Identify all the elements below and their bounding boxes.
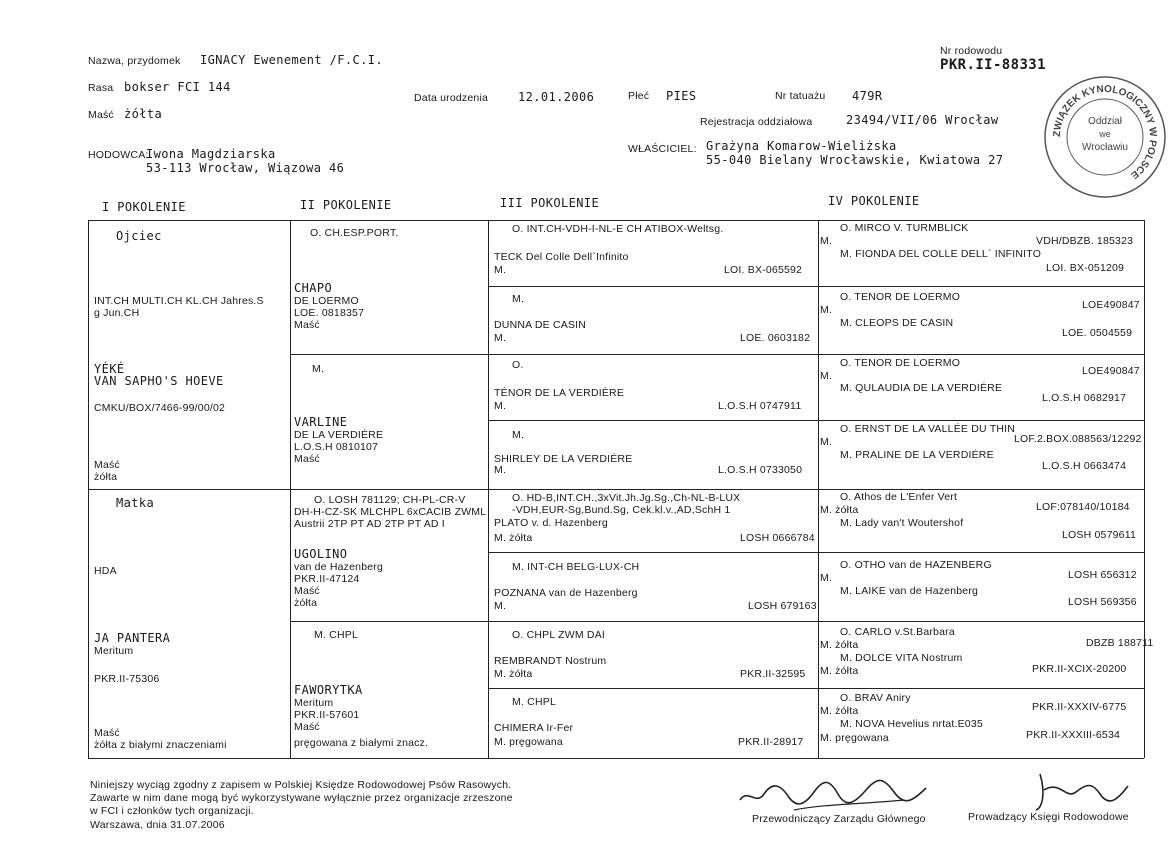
father-name-2: VAN SAPHO'S HOEVE	[94, 374, 224, 388]
gen4-3-sire: O. TENOR DE LOERMO	[840, 357, 961, 369]
name-value: IGNACY Ewenement /F.C.I.	[200, 53, 383, 67]
breeder-label: HODOWCA:	[88, 149, 149, 161]
gen4-4-dam-reg: L.O.S.H 0663474	[1042, 460, 1127, 472]
footer-line-2: Zawarte w nim dane mogą być wykorzystywane wyłącznie przez organizacje zrzeszone	[90, 792, 513, 804]
gen4-6-sire-dam: M.	[820, 572, 833, 584]
gen4-2-sire: O. TENOR DE LOERMO	[840, 291, 961, 303]
gen3-5-titles2: -VDH,EUR-Sg,Bund.Sg, Cek.kl.v.,AD,SchH 1	[512, 504, 731, 516]
gen2-4-name2: Meritum	[294, 697, 334, 709]
gen3-8-reg: PKR.II-28917	[738, 736, 804, 748]
chairman-title: Przewodniczący Zarządu Głównego	[752, 813, 926, 825]
gen3-8-sub: M. pręgowana	[494, 736, 563, 748]
gen2-1-titles: O. CH.ESP.PORT.	[310, 227, 399, 239]
gen4-3-sire-dam: M.	[820, 370, 833, 382]
gen3-2-reg: LOE. 0603182	[740, 332, 811, 344]
gen3-1-titles: O. INT.CH-VDH-I-NL-E CH ATIBOX-Weltsg.	[512, 223, 724, 235]
gen4-7-sire: O. CARLO v.St.Barbara	[840, 626, 955, 638]
gen3-4-titles: M.	[512, 429, 525, 441]
registrar-title: Prowadzący Księgi Rodowodowe	[968, 811, 1129, 823]
gen4-8-sire: O. BRAV Aniry	[840, 692, 911, 704]
gen2-3-reg: PKR.II-47124	[294, 573, 360, 585]
footer-line-1: Niniejszy wyciąg zgodny z zapisem w Polskiej Księdze Rodowodowej Psów Rasowych.	[90, 779, 512, 791]
owner-name: Grażyna Komarow-Wieliżska	[706, 139, 897, 153]
gen2-1-name2: DE LOERMO	[294, 295, 359, 307]
gen2-2-name: VARLINE	[294, 415, 348, 429]
gen4-7-dam-reg: PKR.II-XCIX-20200	[1032, 663, 1127, 675]
tattoo-value: 479R	[852, 89, 883, 103]
gen3-3-reg: L.O.S.H 0747911	[718, 400, 802, 412]
mother-merit: Meritum	[94, 645, 134, 657]
breeder-name: Iwona Magdziarska	[146, 147, 276, 161]
gen3-8-titles: M. CHPL	[512, 696, 556, 708]
gen3-5-reg: LOSH 0666784	[740, 532, 815, 544]
color-value: żółta	[124, 107, 163, 121]
gen4-6-dam: M. LAIKE van de Hazenberg	[840, 585, 979, 597]
gen2-4-color: pręgowana z białymi znacz.	[294, 737, 429, 749]
gen2-3-name2: van de Hazenberg	[294, 561, 384, 573]
breed-value: bokser FCI 144	[124, 80, 231, 94]
gen4-8-dam: M. NOVA Hevelius nrtat.E035	[840, 718, 983, 730]
gen2-2-name2: DE LA VERDIÉRE	[294, 429, 384, 441]
sex-label: Płeć	[628, 90, 650, 102]
gen4-8-sire-dam: M. żółta	[820, 705, 859, 717]
father-name: YÉKÉ	[94, 362, 125, 376]
gen2-1-reg: LOE. 0818357	[294, 307, 365, 319]
gen3-2-name: DUNNA DE CASIN	[494, 319, 587, 331]
gen2-4-reg: PKR.II-57601	[294, 709, 360, 721]
reg-value: 23494/VII/06 Wrocław	[846, 113, 999, 127]
gen2-3-titles: O. LOSH 781129; CH-PL-CR-V	[314, 494, 466, 506]
gen4-1-sire: O. MIRCO V. TURMBLICK	[840, 222, 969, 234]
father-color: żółta	[94, 471, 118, 483]
gen4-4-sire-reg: LOF.2.BOX.088563/12292	[1014, 433, 1142, 445]
footer-line-3: w FCI i członków tych organizacji.	[90, 805, 254, 817]
gen3-8-name: CHIMERA Ir-Fer	[494, 722, 574, 734]
gen2-4-titles: M. CHPL	[314, 629, 358, 641]
gen4-4-sire: O. ERNST DE LA VALLÉE DU THIN	[840, 423, 1016, 435]
gen3-5-name: PLATO v. d. Hazenberg	[494, 517, 608, 529]
gen3-5-titles: O. HD-B,INT.CH.,3xVit.Jh.Jg.Sg.,Ch-NL-B-LUX	[512, 492, 741, 504]
gen2-3-name: UGOLINO	[294, 547, 348, 561]
gen3-6-titles: M. INT-CH BELG-LUX-CH	[512, 561, 640, 573]
gen3-4-sub: M.	[494, 464, 507, 476]
stamp-center-1: Oddział	[1088, 116, 1122, 127]
gen4-6-sire: O. OTHO van de HAZENBERG	[840, 559, 992, 571]
gen3-3-titles: O.	[512, 359, 524, 371]
sex-value: PIES	[666, 89, 697, 103]
gen3-2-sub: M.	[494, 332, 507, 344]
gen4-1-sire-dam: M.	[820, 235, 833, 247]
gen3-7-titles: O. CHPL ZWM DAI	[512, 629, 606, 641]
gen4-2-sire-reg: LOE490847	[1082, 299, 1140, 311]
gen4-5-sire-dam: M. żółta	[820, 504, 859, 516]
gen2-2-titles: M.	[312, 363, 325, 375]
gen2-1-color-label: Maść	[294, 319, 320, 331]
name-label: Nazwa, przydomek	[88, 55, 181, 67]
gen3-2-titles: M.	[512, 293, 525, 305]
footer-line-4: Warszawa, dnia 31.07.2006	[90, 819, 225, 831]
gen3-4-reg: L.O.S.H 0733050	[718, 464, 803, 476]
gen3-6-sub: M.	[494, 600, 507, 612]
gen3-6-name: POZNANA van de Hazenberg	[494, 587, 638, 599]
gen3-3-sub: M.	[494, 400, 507, 412]
gen2-3-color: żółta	[294, 597, 318, 609]
gen3-1-name: TECK Del Colle Dell`Infinito	[494, 251, 629, 263]
gen3-3-name: TÉNOR DE LA VERDIÈRE	[494, 387, 625, 399]
father-titles-2: g Jun.CH	[94, 307, 140, 319]
gen-header-4: IV POKOLENIE	[828, 194, 920, 208]
mother-reg: PKR.II-75306	[94, 673, 160, 685]
stamp-center-2: we	[1099, 129, 1111, 139]
gen4-8-dam-dam: M. pręgowana	[820, 732, 889, 744]
father-color-label: Maść	[94, 459, 120, 471]
gen4-4-dam: M. PRALINE DE LA VERDIÉRE	[840, 449, 994, 461]
owner-label: WŁAŚCICIEL:	[628, 143, 697, 155]
gen2-4-color-label: Maść	[294, 721, 320, 733]
gen2-1-name: CHAPO	[294, 281, 333, 295]
gen3-1-reg: LOI. BX-065592	[724, 264, 803, 276]
gen3-1-sub: M.	[494, 264, 507, 276]
gen3-6-reg: LOSH 679163	[748, 600, 817, 612]
color-label: Maść	[88, 109, 114, 121]
father-reg: CMKU/BOX/7466-99/00/02	[94, 402, 226, 414]
pedigree-label: Nr rodowodu	[940, 45, 1003, 57]
father-titles: INT.CH MULTI.CH KL.CH Jahres.S	[94, 295, 264, 307]
mother-color-label: Maść	[94, 727, 120, 739]
gen4-3-dam: M. QULAUDIA DE LA VERDIÉRE	[840, 382, 1003, 394]
gen4-7-dam: M. DOLCE VITA Nostrum	[840, 652, 963, 664]
stamp-outer-text: ZWIĄZEK KYNOLOGICZNY W POLSCE	[1051, 83, 1159, 181]
breed-label: Rasa	[88, 82, 114, 94]
gen4-7-sire-reg: DBZB 188711	[1086, 637, 1154, 649]
gen2-3-color-label: Maść	[294, 585, 320, 597]
gen4-4-sire-dam: M.	[820, 436, 833, 448]
gen4-2-dam-reg: LOE. 0504559	[1062, 327, 1133, 339]
gen2-2-reg: L.O.S.H 0810107	[294, 441, 379, 453]
gen3-4-name: SHIRLEY DE LA VERDIÉRE	[494, 453, 633, 465]
gen4-5-dam-reg: LOSH 0579611	[1062, 529, 1137, 541]
registrar-signature	[1020, 764, 1140, 814]
mother-titles: HDA	[94, 565, 117, 577]
gen4-1-dam: M. FIONDA DEL COLLE DELL` INFINITO	[840, 248, 1042, 260]
gen4-5-dam: M. Lady van't Woutershof	[840, 517, 964, 529]
gen4-3-sire-reg: LOE490847	[1082, 365, 1140, 377]
gen4-5-sire-reg: LOF:078140/10184	[1036, 501, 1130, 513]
gen4-3-dam-reg: L.O.S.H 0682917	[1042, 392, 1127, 404]
tattoo-label: Nr tatuażu	[775, 90, 826, 102]
gen4-6-sire-reg: LOSH 656312	[1068, 569, 1137, 581]
gen4-6-dam-reg: LOSH 569356	[1068, 596, 1137, 608]
gen4-7-dam-dam: M. żółta	[820, 665, 859, 677]
gen3-7-name: REMBRANDT Nostrum	[494, 655, 607, 667]
father-label: Ojciec	[116, 229, 162, 243]
mother-label: Matka	[116, 496, 155, 510]
birth-label: Data urodzenia	[414, 92, 489, 104]
club-stamp	[1042, 74, 1168, 200]
gen-header-1: I POKOLENIE	[102, 200, 186, 214]
gen2-3-titles2: DH-H-CZ-SK MLCHPL 6xCACIB ZWML	[294, 506, 487, 518]
gen2-2-color-label: Maść	[294, 453, 320, 465]
pedigree-number: PKR.II-88331	[940, 57, 1046, 73]
gen4-2-sire-dam: M.	[820, 304, 833, 316]
gen2-4-name: FAWORYTKA	[294, 683, 363, 697]
gen3-7-sub: M. żółta	[494, 668, 533, 680]
gen4-1-sire-reg: VDH/DBZB. 185323	[1036, 235, 1134, 247]
gen2-3-titles3: Austrii 2TP PT AD 2TP PT AD I	[294, 518, 445, 530]
mother-color: żółta z białymi znaczeniami	[94, 739, 227, 751]
gen4-7-sire-dam: M. żółta	[820, 639, 859, 651]
gen3-5-sub: M. żółta	[494, 532, 533, 544]
gen4-2-dam: M. CLEOPS DE CASIN	[840, 317, 954, 329]
mother-name: JA PANTERA	[94, 631, 171, 645]
gen4-1-dam-reg: LOI. BX-051209	[1046, 262, 1125, 274]
gen4-5-sire: O. Athos de L'Enfer Vert	[840, 491, 958, 503]
gen-header-3: III POKOLENIE	[500, 196, 600, 210]
birth-value: 12.01.2006	[518, 90, 595, 104]
gen4-8-dam-reg: PKR.II-XXXIII-6534	[1026, 729, 1121, 741]
breeder-address: 53-113 Wrocław, Wiązowa 46	[146, 161, 345, 175]
gen-header-2: II POKOLENIE	[300, 198, 392, 212]
owner-address: 55-040 Bielany Wrocławskie, Kwiatowa 27	[706, 153, 1004, 167]
stamp-center-3: Wrocławiu	[1082, 142, 1128, 153]
gen4-8-sire-reg: PKR.II-XXXIV-6775	[1032, 701, 1127, 713]
gen3-7-reg: PKR.II-32595	[740, 668, 806, 680]
reg-label: Rejestracja oddziałowa	[700, 116, 813, 128]
